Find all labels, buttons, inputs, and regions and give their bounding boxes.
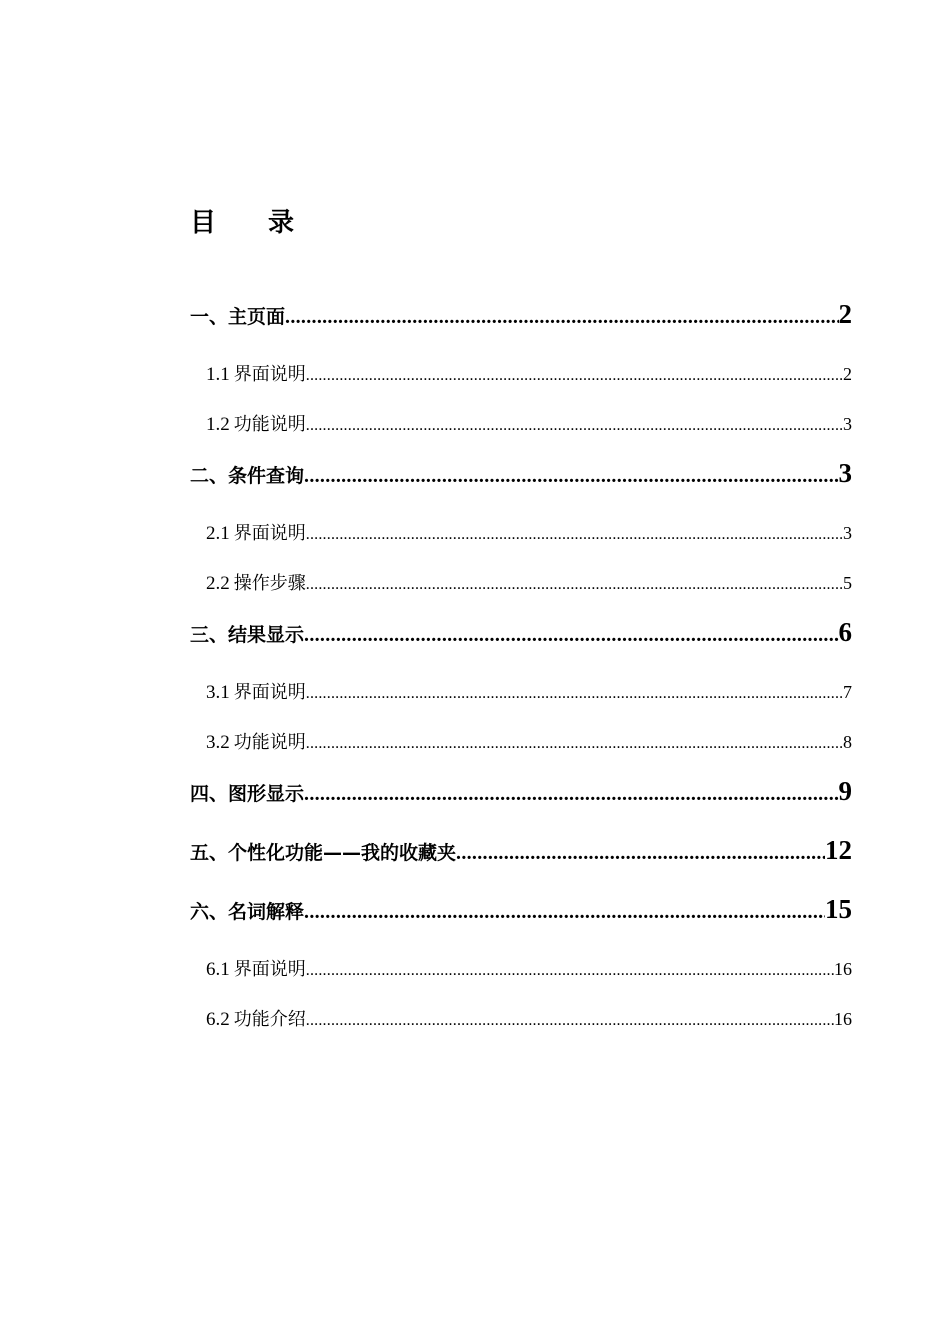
toc-leader-dots — [304, 888, 825, 936]
toc-leader-dots — [304, 611, 838, 659]
toc-chapter-label: 六、名词解释 — [190, 901, 305, 923]
toc-chapter-1[interactable] — [190, 290, 852, 349]
toc-section-label — [206, 350, 306, 399]
toc-leader-dots — [306, 946, 834, 994]
toc-page-number: 3 — [843, 523, 852, 543]
toc-section-number: 1.2 — [206, 414, 230, 435]
toc-section-3-2[interactable] — [190, 717, 852, 767]
toc-page-number: 3 — [843, 414, 852, 434]
toc-page-number: 2 — [838, 299, 852, 329]
toc-section-number: 3.1 — [206, 682, 230, 703]
toc-page-number: 6 — [838, 617, 852, 647]
toc-section-3-1[interactable] — [190, 667, 852, 717]
toc-leader-dots — [306, 351, 843, 399]
toc-section-text: 界面说明 — [233, 364, 306, 385]
toc-chapter-label: 四、图形显示 — [190, 783, 305, 805]
toc-section-label — [206, 668, 306, 717]
toc-section-6-2[interactable] — [190, 994, 852, 1044]
toc-section-text: 功能说明 — [233, 732, 306, 753]
toc-section-label — [206, 400, 306, 449]
toc-page-number: 2 — [843, 364, 852, 384]
toc-leader-dots — [306, 669, 843, 717]
toc-chapter-label: 三、结果显示 — [190, 624, 305, 646]
toc-section-2-2[interactable] — [190, 558, 852, 608]
toc-section-number: 6.2 — [206, 1009, 230, 1030]
toc-leader-dots — [456, 829, 825, 877]
toc-page-number: 9 — [838, 776, 852, 806]
toc-page-number: 16 — [834, 1009, 852, 1029]
toc-page-number: 7 — [843, 682, 852, 702]
toc-section-1-2[interactable] — [190, 399, 852, 449]
toc-section-text: 操作步骤 — [233, 573, 306, 594]
toc-section-number: 2.2 — [206, 573, 230, 594]
toc-page-number: 3 — [838, 458, 852, 488]
toc-section-number: 2.1 — [206, 523, 230, 544]
toc-leader-dots — [304, 770, 838, 818]
table-of-contents — [190, 290, 852, 1044]
toc-leader-dots — [306, 401, 843, 449]
toc-chapter-3[interactable] — [190, 608, 852, 667]
toc-section-1-1[interactable] — [190, 349, 852, 399]
toc-section-label — [206, 718, 306, 767]
toc-leader-dots — [306, 996, 834, 1044]
toc-chapter-label: 一、主页面 — [190, 306, 286, 328]
toc-leader-dots — [306, 510, 843, 558]
toc-section-number: 6.1 — [206, 959, 230, 980]
toc-chapter-label: 五、个性化功能——我的收藏夹 — [190, 842, 457, 864]
toc-section-number: 1.1 — [206, 364, 230, 385]
toc-page-number: 16 — [834, 959, 852, 979]
toc-leader-dots — [285, 293, 838, 341]
toc-section-6-1[interactable] — [190, 944, 852, 994]
toc-leader-dots — [306, 560, 843, 608]
toc-section-label — [206, 559, 306, 608]
toc-page-number: 15 — [825, 894, 852, 924]
toc-section-label — [206, 995, 306, 1044]
toc-page-number: 5 — [843, 573, 852, 593]
toc-chapter-4[interactable] — [190, 767, 852, 826]
toc-section-text: 界面说明 — [233, 959, 306, 980]
toc-section-text: 功能介绍 — [233, 1009, 306, 1030]
toc-leader-dots — [304, 452, 838, 500]
toc-section-label — [206, 509, 306, 558]
toc-chapter-label: 二、条件查询 — [190, 465, 305, 487]
toc-section-label — [206, 945, 306, 994]
toc-chapter-2[interactable] — [190, 449, 852, 508]
toc-section-text: 界面说明 — [233, 682, 306, 703]
toc-chapter-5[interactable] — [190, 826, 852, 885]
toc-title: 目 录 — [190, 208, 295, 238]
toc-page-number: 8 — [843, 732, 852, 752]
toc-section-2-1[interactable] — [190, 508, 852, 558]
toc-chapter-6[interactable] — [190, 885, 852, 944]
toc-section-text: 界面说明 — [233, 523, 306, 544]
toc-section-text: 功能说明 — [233, 414, 306, 435]
toc-section-number: 3.2 — [206, 732, 230, 753]
toc-page-number: 12 — [825, 835, 852, 865]
toc-leader-dots — [306, 719, 843, 767]
